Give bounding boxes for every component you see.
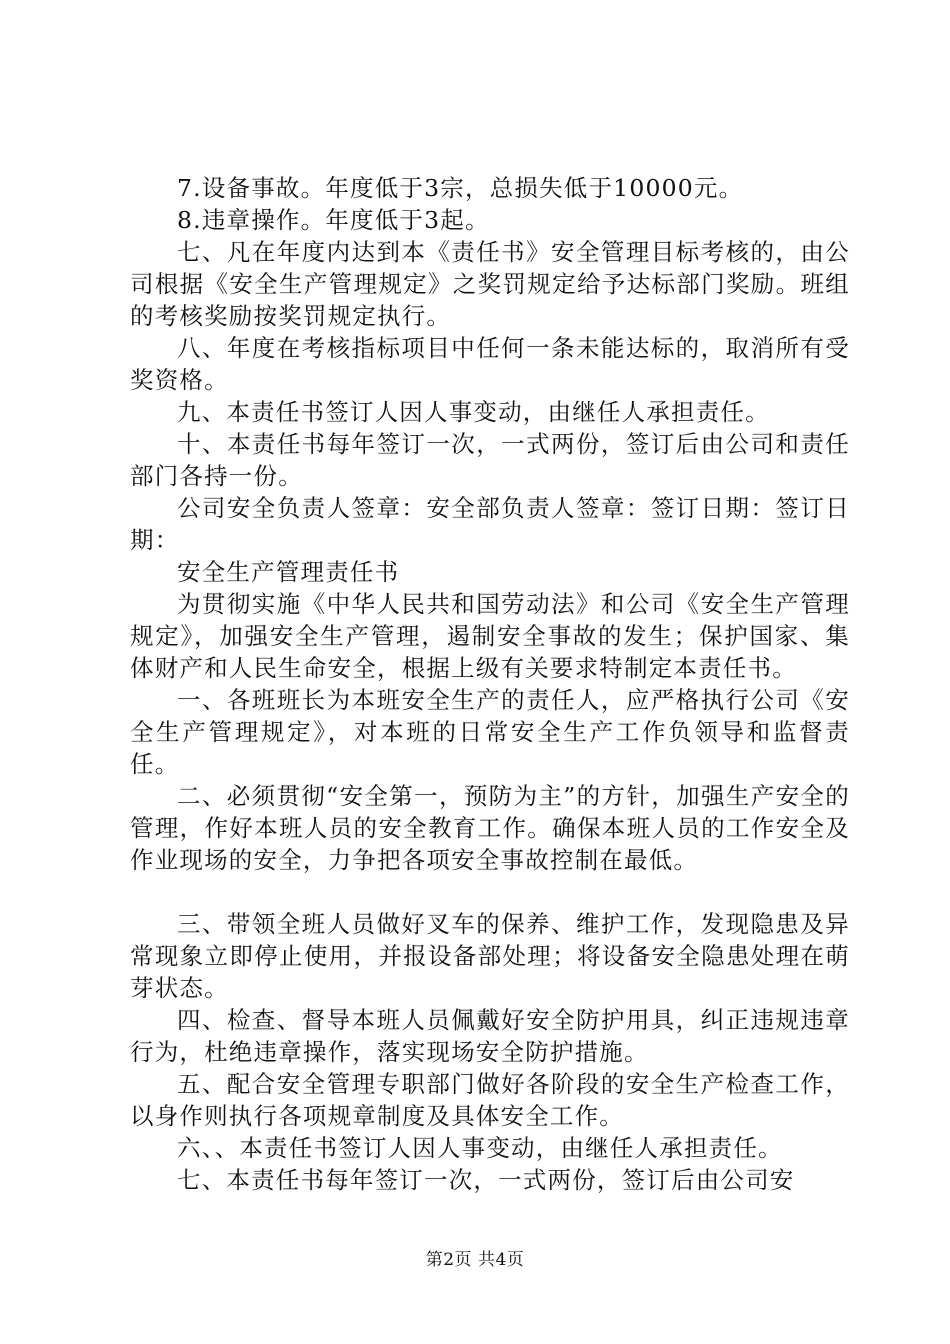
paragraph-clause-7-rewards: 七、凡在年度内达到本《责任书》安全管理目标考核的，由公司根据《安全生产管理规定》之奖罚规定给予达标部门奖励。班组的考核奖励按奖罚规定执行。	[130, 238, 850, 330]
paragraph-violations: 8.违章操作。年度低于3起。	[177, 206, 490, 234]
paragraph-item-6: 六、、本责任书签订人因人事变动，由继任人承担责任。	[177, 1134, 783, 1162]
paragraph-item-2: 二、必须贯彻“安全第一，预防为主”的方针，加强生产安全的管理，作好本班人员的安全教育工作。确保本班人员的工作安全及作业现场的安全，力争把各项安全事故控制在最低。	[130, 782, 850, 874]
page-number-footer: 第2页 共4页	[425, 1250, 525, 1270]
paragraph-item-7: 七、本责任书每年签订一次，一式两份，签订后由公司安	[177, 1166, 795, 1194]
paragraph-item-4: 四、检查、督导本班人员佩戴好安全防护用具，纠正违规违章行为，杜绝违章操作，落实现场安全防护措施。	[130, 1006, 850, 1066]
paragraph-spacer	[130, 876, 850, 908]
paragraph-item-5: 五、配合安全管理专职部门做好各阶段的安全生产检查工作，以身作则执行各项规章制度及具体安全工作。	[130, 1070, 850, 1130]
document-body	[130, 172, 850, 1196]
paragraph-item-3: 三、带领全班人员做好叉车的保养、维护工作，发现隐患及异常现象立即停止使用，并报设备部处理；将设备安全隐患处理在萌芽状态。	[130, 910, 850, 1002]
paragraph-equipment-accidents: 7.设备事故。年度低于3宗，总损失低于10000元。	[177, 174, 744, 202]
section-title: 安全生产管理责任书	[177, 558, 400, 586]
paragraph-clause-8-disqualify: 八、年度在考核指标项目中任何一条未能达标的，取消所有受奖资格。	[130, 334, 850, 394]
paragraph-clause-9-succession: 九、本责任书签订人因人事变动，由继任人承担责任。	[177, 398, 770, 426]
paragraph-preamble: 为贯彻实施《中华人民共和国劳动法》和公司《安全生产管理规定》，加强安全生产管理，遏制安全事故的发生；保护国家、集体财产和人民生命安全，根据上级有关要求特制定本责任书。	[130, 590, 850, 682]
paragraph-signatures: 公司安全负责人签章：安全部负责人签章：签订日期：签订日期：	[130, 494, 850, 554]
paragraph-item-1: 一、各班班长为本班安全生产的责任人，应严格执行公司《安全生产管理规定》，对本班的日常安全生产工作负领导和监督责任。	[130, 686, 850, 778]
paragraph-clause-10-signing: 十、本责任书每年签订一次，一式两份，签订后由公司和责任部门各持一份。	[130, 430, 850, 490]
